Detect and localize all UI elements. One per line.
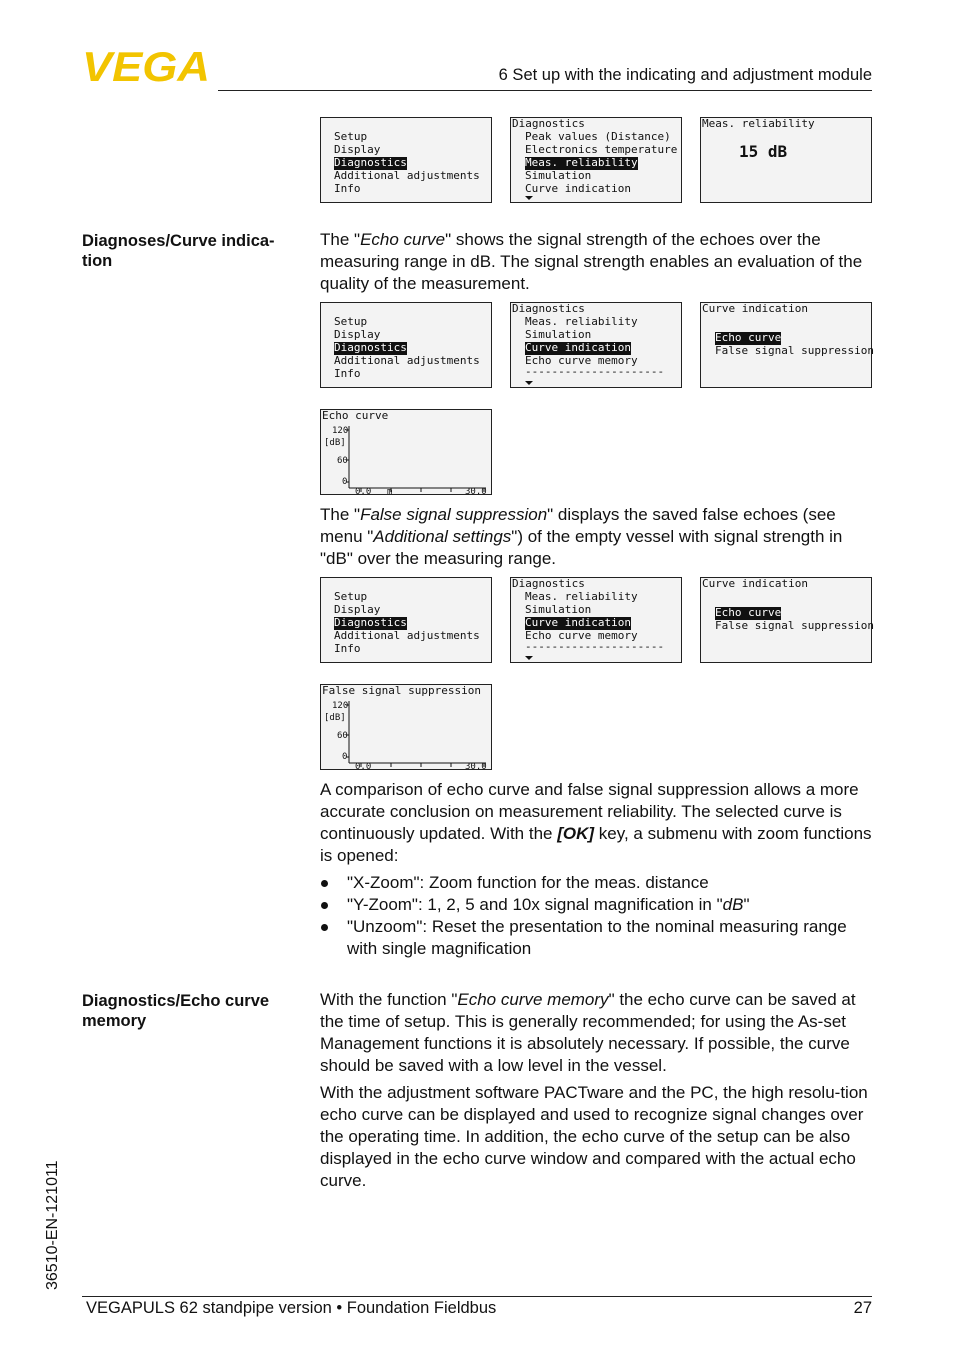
scroll-down-arrow-icon — [511, 578, 683, 664]
section-heading-curve-indication: Diagnoses/Curve indica- tion — [82, 232, 275, 270]
lcd-title: Diagnostics — [512, 117, 585, 130]
svg-text:VEGA: VEGA — [82, 48, 210, 84]
zoom-options-list — [320, 872, 876, 960]
menu-separator: --------------------- — [525, 640, 665, 653]
lcd-title: Diagnostics — [512, 302, 585, 315]
lcd-title: Diagnostics — [512, 577, 585, 590]
menu-item-selected: Curve indication — [525, 341, 631, 354]
list-item: "X-Zoom": Zoom function for the meas. distance — [320, 872, 876, 894]
x-unit-label: m — [387, 487, 393, 497]
header-rule — [218, 90, 872, 91]
menu-item-setup: Setup — [334, 315, 368, 328]
lcd-curve-indication — [700, 302, 872, 388]
lcd-echo-curve — [320, 409, 492, 495]
paragraph-pactware: With the adjustment software PACTware and the PC, the high resolu-tion echo curve can be displayed and used to recognize signal changes over the operating time. In addition, the echo curve of the setup can be also displayed in the echo curve window and compared with the actual echo curve. — [320, 1083, 868, 1190]
menu-item-selected: Meas. reliability — [525, 156, 638, 169]
menu-item: Peak values (Distance) — [525, 130, 671, 143]
scroll-down-arrow-icon — [511, 303, 683, 389]
lcd-title: Meas. reliability — [702, 117, 815, 130]
section-heading-echo-curve-memory: Diagnostics/Echo curve memory — [82, 992, 270, 1030]
list-item: "Unzoom": Reset the presentation to the nominal measuring range with single magnification — [320, 916, 876, 960]
footer-product: VEGAPULS 62 standpipe version • Foundation Fieldbus — [86, 1299, 497, 1317]
menu-item-additional-adjustments: Additional adjustments — [334, 354, 480, 367]
menu-item-info: Info — [334, 367, 361, 380]
y-unit-label: [dB] — [324, 438, 346, 448]
lcd-false-signal-suppression — [320, 684, 492, 770]
reliability-value: 15 dB — [739, 142, 788, 161]
menu-item-diagnostics: Diagnostics — [334, 616, 407, 629]
menu-separator: --------------------- — [525, 365, 665, 378]
menu-item-info: Info — [334, 642, 361, 655]
menu-item: False signal suppression — [715, 619, 874, 632]
scroll-down-arrow-icon — [511, 118, 683, 204]
menu-item-diagnostics: Diagnostics — [334, 156, 407, 169]
paragraph-echo-curve: The "Echo curve" shows the signal strength of the echoes over the measuring range in dB. The signal strength enables an evaluation of the quality of the measurement. — [320, 230, 863, 293]
lcd-meas-reliability — [700, 117, 872, 203]
y-tick-label: 120 — [332, 701, 349, 711]
menu-item: Echo curve memory — [525, 354, 638, 367]
lcd-main-menu — [320, 302, 492, 388]
document-id: 36510-EN-121011 — [44, 1160, 61, 1290]
page-number: 27 — [853, 1299, 872, 1317]
menu-item: Curve indication — [525, 182, 631, 195]
paragraph-comparison: A comparison of echo curve and false signal suppression allows a more accurate conclusion on measurement reliability. The selected curve is continuously updated. With the [OK] key, a submenu with zoom functions is opened: — [320, 780, 872, 865]
chapter-title: 6 Set up with the indicating and adjustment module — [498, 66, 872, 84]
lcd-title: Curve indication — [702, 302, 808, 315]
menu-item-display: Display — [334, 328, 381, 341]
lcd-diagnostics-menu — [510, 117, 682, 203]
lcd-main-menu — [320, 577, 492, 663]
footer-rule — [82, 1296, 872, 1297]
menu-item-display: Display — [334, 143, 381, 156]
menu-item: False signal suppression — [715, 344, 874, 357]
y-tick-label: 0 — [342, 752, 348, 762]
menu-item: Electronics temperature — [525, 143, 678, 156]
menu-item: Meas. reliability — [525, 590, 638, 603]
vega-logo — [82, 48, 212, 84]
paragraph-false-signal: The "False signal suppression" displays the saved false echoes (see menu "Additional settings") of the empty vessel with signal strength in "dB" over the measuring range. — [320, 505, 843, 568]
menu-item-additional-adjustments: Additional adjustments — [334, 629, 480, 642]
y-tick-label: 0 — [342, 477, 348, 487]
x-tick-label: 0.0 — [355, 762, 372, 772]
lcd-title: Echo curve — [322, 409, 389, 422]
menu-item-display: Display — [334, 603, 381, 616]
lcd-main-menu — [320, 117, 492, 203]
x-tick-label: 30.0 — [465, 487, 487, 497]
paragraph-echo-curve-memory: With the function "Echo curve memory" the echo curve can be saved at the time of setup. This is generally recommended; for using the As-set Management functions it is absolutely necessary. If possible, the curve should be saved with a low level in the vessel. — [320, 990, 856, 1075]
menu-item: Simulation — [525, 603, 592, 616]
menu-item-info: Info — [334, 182, 361, 195]
list-item: "Y-Zoom": 1, 2, 5 and 10x signal magnification in "dB" — [320, 894, 876, 916]
menu-item-diagnostics: Diagnostics — [334, 341, 407, 354]
x-tick-label: 30.0 — [465, 762, 487, 772]
menu-item-setup: Setup — [334, 130, 368, 143]
menu-item-additional-adjustments: Additional adjustments — [334, 169, 480, 182]
lcd-curve-indication — [700, 577, 872, 663]
menu-item-setup: Setup — [334, 590, 368, 603]
y-unit-label: [dB] — [324, 713, 346, 723]
menu-item: Simulation — [525, 328, 592, 341]
y-tick-label: 120 — [332, 426, 349, 436]
y-tick-label: 60 — [337, 731, 348, 741]
menu-item-selected: Curve indication — [525, 616, 631, 629]
lcd-diagnostics-menu — [510, 302, 682, 388]
lcd-title: False signal suppression — [322, 684, 481, 697]
y-tick-label: 60 — [337, 456, 348, 466]
menu-item: Meas. reliability — [525, 315, 638, 328]
menu-item: Echo curve memory — [525, 629, 638, 642]
lcd-title: Curve indication — [702, 577, 808, 590]
menu-item-selected: Echo curve — [715, 331, 782, 344]
menu-item: Simulation — [525, 169, 592, 182]
menu-item-selected: Echo curve — [715, 606, 782, 619]
lcd-diagnostics-menu — [510, 577, 682, 663]
x-tick-label: 0.0 — [355, 487, 372, 497]
